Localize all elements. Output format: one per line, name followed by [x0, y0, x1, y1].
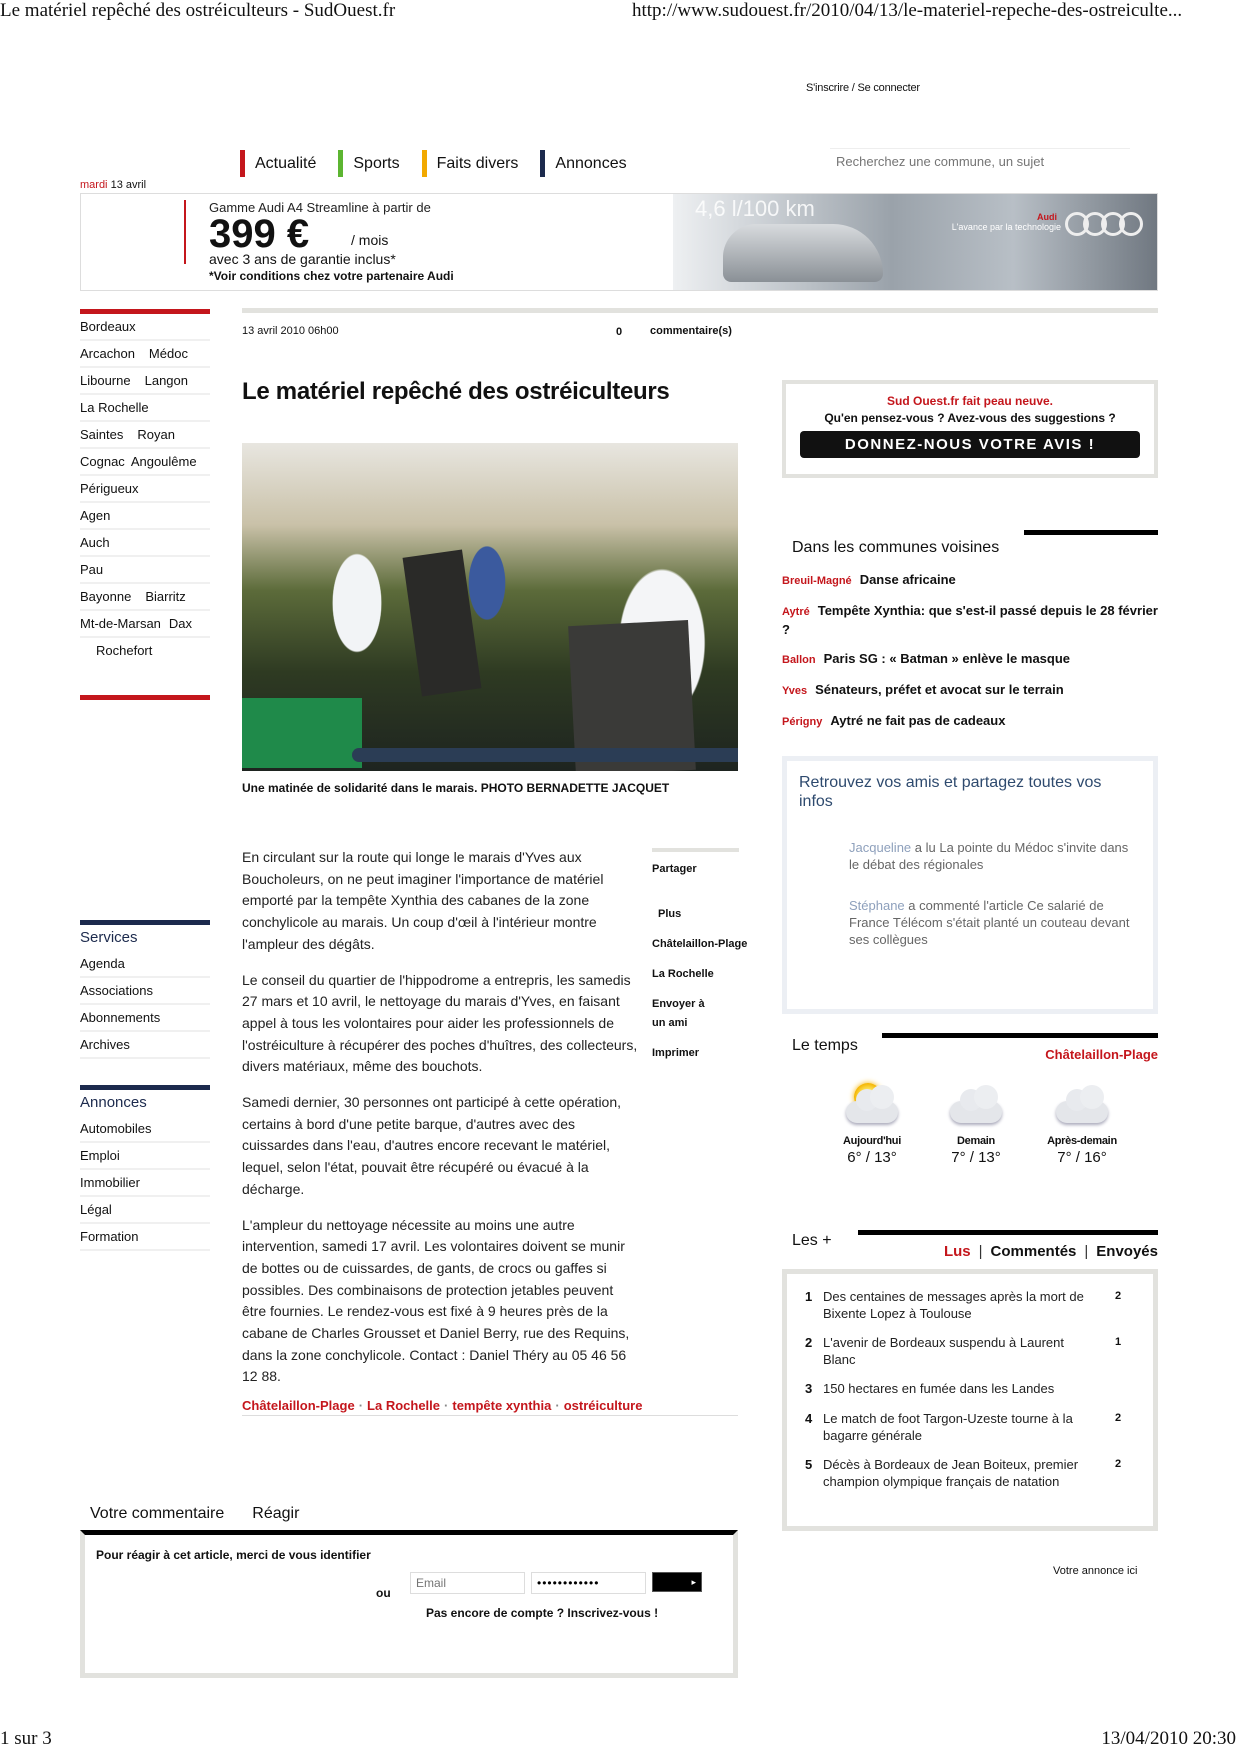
city-link[interactable]: Rochefort [96, 643, 153, 658]
service-link[interactable]: Agenda [80, 951, 210, 978]
city-link[interactable]: La Rochelle [80, 400, 149, 415]
town-label: Périgny [782, 716, 823, 728]
ad-tagline: L'avance par la technologie [951, 222, 1061, 232]
friends-title: Retrouvez vos amis et partagez toutes vos infos [799, 774, 1102, 810]
article-title: Le matériel repêché des ostréiculteurs [242, 378, 670, 405]
tag-chatelaillon-link[interactable]: Châtelaillon-Plage [652, 938, 748, 950]
city-row [80, 449, 210, 476]
share-label: Partager [652, 863, 697, 875]
divider [858, 1230, 1158, 1235]
city-row [80, 611, 210, 638]
article-photo [242, 443, 738, 771]
tag-link[interactable]: ostréiculture [563, 1398, 643, 1413]
ad-consumption: 4,6 l/100 km [695, 196, 815, 221]
city-row [80, 476, 210, 503]
signin-link[interactable]: S'inscrire / Se connecter [806, 82, 920, 94]
city-row [80, 395, 210, 422]
tab-lus[interactable]: Lus [943, 1243, 971, 1260]
friends-activity [782, 756, 1158, 1014]
feedback-promo [782, 380, 1158, 478]
nearby-item[interactable]: Breuil-Magné Danse africaine [782, 572, 956, 587]
nav-color-bar [540, 150, 545, 177]
friend-name[interactable]: Stéphane [849, 898, 905, 913]
send-to-friend-link[interactable]: Envoyer à un ami [652, 998, 705, 1029]
city-link[interactable]: Langon [144, 373, 188, 388]
audi-rings-icon [1071, 212, 1143, 236]
city-link[interactable]: Agen [80, 508, 111, 523]
city-link[interactable]: Mt-de-Marsan [80, 616, 161, 631]
ad-line2: avec 3 ans de garantie inclus* [209, 251, 396, 267]
city-row [80, 530, 210, 557]
friend-activity-item[interactable]: Jacqueline a lu La pointe du Médoc s'invite dans le débat des régionales [849, 840, 1129, 872]
town-label: Yves [782, 685, 808, 697]
print-link[interactable]: Imprimer [652, 1047, 700, 1059]
share-tools [652, 848, 748, 1063]
city-row [80, 368, 210, 395]
ad-line3: *Voir conditions chez votre partenaire Audi [209, 269, 454, 283]
services-title: Services [80, 929, 138, 946]
article-tags: Châtelaillon-Plage · La Rochelle · tempête xynthia · ostréiculture [242, 1398, 738, 1416]
divider [242, 308, 1158, 313]
sun-cloud-icon [842, 1081, 902, 1125]
main-nav [240, 150, 649, 177]
city-row [80, 503, 210, 530]
annonce-link[interactable]: Automobiles [80, 1116, 210, 1143]
city-link[interactable]: Médoc [148, 346, 188, 361]
city-row [80, 422, 210, 449]
login-submit-button[interactable] [652, 1572, 702, 1592]
paragraph: En circulant sur la route qui longe le marais d'Yves aux Boucholeurs, on ne peut imaginer l'importance de matériel emporté par la tempête Xynthia des cabanes de la zone conchylicole au marais. Un coup d'œil à l'intérieur montre l'ampleur des dégâts. [242, 849, 604, 952]
city-row [80, 314, 210, 341]
ad-price: 399 € [209, 212, 310, 256]
divider [80, 695, 210, 700]
nearby-title: Dans les communes voisines [792, 539, 1000, 556]
city-link[interactable]: Dax [168, 616, 193, 631]
annonce-link[interactable]: Immobilier [80, 1170, 210, 1197]
comments-link[interactable]: commentaire(s) [650, 325, 732, 337]
weather-day: Après-demain 7° / 16° [1032, 1081, 1132, 1166]
tag-link[interactable]: Châtelaillon-Plage [242, 1398, 355, 1413]
list-item[interactable]: 4 Le match de foot Targon-Uzeste tourne à la bagarre générale 2 [805, 1411, 1122, 1443]
arrow-right-icon: ▸ [691, 1577, 696, 1587]
services-nav [80, 920, 210, 1059]
nearby-news [782, 530, 1158, 743]
most-popular-title: Les + [792, 1232, 832, 1249]
tab-votre-commentaire[interactable]: Votre commentaire [90, 1505, 225, 1522]
photo-caption: Une matinée de solidarité dans le marais. PHOTO BERNADETTE JACQUET [242, 781, 670, 795]
city-link[interactable]: Auch [80, 535, 110, 550]
city-row [80, 341, 210, 368]
weather-widget [782, 1033, 1158, 1193]
ad-per-month: / mois [351, 232, 389, 248]
print-page-title: Le matériel repêché des ostréiculteurs - SudOuest.fr [0, 0, 396, 21]
feedback-headline: Sud Ouest.fr fait peau neuve. [886, 394, 1054, 408]
city-row [80, 557, 210, 584]
tab-envoyes[interactable]: Envoyés [1096, 1243, 1158, 1260]
annonces-title: Annonces [80, 1094, 147, 1111]
list-item[interactable]: 2 L'avenir de Bordeaux suspendu à Laurent Blanc 1 [805, 1335, 1122, 1367]
nav-color-bar [422, 150, 427, 177]
city-link[interactable]: Pau [80, 562, 104, 577]
most-popular-tabs: Lus | Commentés | Envoyés [943, 1243, 1158, 1260]
annonces-nav [80, 1085, 210, 1251]
tag-la-rochelle-link[interactable]: La Rochelle [652, 968, 714, 980]
annonce-link[interactable]: Emploi [80, 1143, 210, 1170]
print-page-number: 1 sur 3 [0, 1728, 52, 1749]
cloud-icon [946, 1081, 1006, 1125]
city-link[interactable]: Libourne [80, 373, 131, 388]
password-field[interactable] [531, 1572, 646, 1594]
feedback-question: Qu'en pensez-vous ? Avez-vous des suggestions ? [824, 411, 1116, 425]
signup-link[interactable]: Pas encore de compte ? Inscrivez-vous ! [426, 1606, 659, 1620]
service-link[interactable]: Archives [80, 1032, 210, 1059]
tag-link[interactable]: La Rochelle [367, 1398, 441, 1413]
paragraph: L'ampleur du nettoyage nécessite au moins une autre intervention, samedi 17 avril. Les volontaires doivent se munir de bottes ou de cuissardes, de gants, de crocs ou gaffes si possibles. Des combinaisons de protection jetables peuvent être fournies. Le rendez-vous est fixé à 9 heures près de la cabane de Charles Grousset et Daniel Berry, rue des Requins, dans la zone conchylicole. Contact : Daniel Théry au 05 46 56 12 88. [242, 1216, 630, 1385]
annonce-link[interactable]: Formation [80, 1224, 210, 1251]
annonce-link[interactable]: Légal [80, 1197, 210, 1224]
search-input[interactable] [830, 148, 1130, 174]
divider [1024, 530, 1158, 535]
city-row [80, 584, 210, 611]
town-label: Breuil-Magné [782, 575, 852, 587]
city-link[interactable]: Saintes [80, 427, 124, 442]
weather-day: Aujourd'hui 6° / 13° [822, 1081, 922, 1166]
weather-title: Le temps [792, 1037, 858, 1054]
city-row [80, 638, 210, 665]
ad-car-photo [673, 194, 1158, 291]
comment-login-prompt: Pour réagir à cet article, merci de vous identifier [96, 1548, 371, 1562]
city-link[interactable]: Royan [137, 427, 175, 442]
friend-activity-item[interactable]: Stéphane a commenté l'article Ce salarié de France Télécom s'était planté un couteau devant ses collègues [849, 898, 1130, 947]
nav-color-bar [240, 150, 245, 177]
town-label: Aytré [782, 606, 810, 618]
divider [652, 848, 739, 852]
city-nav [80, 309, 210, 700]
feedback-button[interactable]: DONNEZ-NOUS VOTRE AVIS ! [800, 431, 1140, 458]
tab-commentes[interactable]: Commentés [990, 1243, 1077, 1260]
service-link[interactable]: Abonnements [80, 1005, 210, 1032]
share-more-button[interactable]: Plus [658, 908, 682, 920]
article-date: 13 avril 2010 06h00 [242, 325, 339, 337]
list-item[interactable]: 1 Des centaines de messages après la mort de Bixente Lopez à Toulouse 2 [805, 1289, 1122, 1321]
ad-divider [184, 200, 186, 264]
weather-location[interactable]: Châtelaillon-Plage [1045, 1047, 1158, 1062]
or-label: ou [376, 1586, 391, 1600]
city-link[interactable]: Cognac [80, 454, 125, 469]
comment-tabs [90, 1505, 299, 1523]
article-body [242, 847, 638, 1402]
nearby-item[interactable]: Yves Sénateurs, préfet et avocat sur le terrain [782, 682, 1064, 697]
email-field[interactable] [410, 1572, 525, 1594]
nav-sports[interactable]: Sports [338, 150, 399, 177]
ad-brand: Audi [1037, 212, 1057, 222]
city-link[interactable]: Bayonne [80, 589, 132, 604]
most-popular-list [782, 1269, 1158, 1531]
paragraph: Samedi dernier, 30 personnes ont participé à cette opération, certains à bord d'une petite barque, d'autres avec des cuissardes dans l'eau, d'autres encore recevant le matériel, lequel, selon l'état, pouvait être récupéré ou évacué à la décharge. [242, 1094, 622, 1197]
car-image [723, 224, 883, 282]
paragraph: Le conseil du quartier de l'hippodrome a entrepris, les samedis 27 mars et 10 avril, le nettoyage du marais d'Yves, en faisant appel à tous les volontaires pour aider les professionnels de l'ostréiculture à récupérer des poches d'huîtres, des collecteurs, divers matériaux, même des bouchots. [242, 971, 638, 1075]
nav-faits-divers[interactable]: Faits divers [422, 150, 519, 177]
nav-color-bar [338, 150, 343, 177]
divider [882, 1033, 1158, 1038]
print-page-url: http://www.sudouest.fr/2010/04/13/le-materiel-repeche-des-ostreiculte... [632, 0, 1183, 21]
tab-reagir[interactable]: Réagir [252, 1505, 300, 1522]
city-link[interactable]: Biarritz [145, 589, 186, 604]
list-item[interactable]: 3 150 hectares en fumée dans les Landes [805, 1381, 1055, 1396]
cloud-icon [1052, 1081, 1112, 1125]
audi-ad-banner[interactable] [80, 193, 1158, 291]
service-link[interactable]: Associations [80, 978, 210, 1005]
nav-annonces[interactable]: Annonces [540, 150, 626, 177]
nav-actualite[interactable]: Actualité [240, 150, 316, 177]
city-link[interactable]: Bordeaux [80, 319, 136, 334]
town-label: Ballon [782, 654, 816, 666]
tag-link[interactable]: tempête xynthia [452, 1398, 552, 1413]
friend-name[interactable]: Jacqueline [849, 840, 912, 855]
weather-day: Demain 7° / 13° [926, 1081, 1026, 1166]
most-popular [782, 1230, 1158, 1260]
nearby-item[interactable]: Aytré Tempête Xynthia: que s'est-il passé depuis le 28 février ? [782, 603, 1158, 637]
city-link[interactable]: Périgueux [80, 481, 139, 496]
comment-count: 0 [616, 326, 623, 338]
print-datetime: 13/04/2010 20:30 [1101, 1728, 1236, 1749]
ad-line1: Gamme Audi A4 Streamline à partir de [209, 200, 431, 215]
list-item[interactable]: 5 Décès à Bordeaux de Jean Boiteux, premier champion olympique français de natation 2 [805, 1457, 1122, 1489]
advertise-link[interactable]: Votre annonce ici [1053, 1565, 1138, 1577]
city-link[interactable]: Angoulême [130, 454, 197, 469]
city-link[interactable]: Arcachon [80, 346, 135, 361]
nearby-item[interactable]: Ballon Paris SG : « Batman » enlève le masque [782, 651, 1071, 666]
nearby-item[interactable]: Périgny Aytré ne fait pas de cadeaux [782, 713, 1006, 728]
current-date: mardi 13 avril [80, 179, 147, 191]
